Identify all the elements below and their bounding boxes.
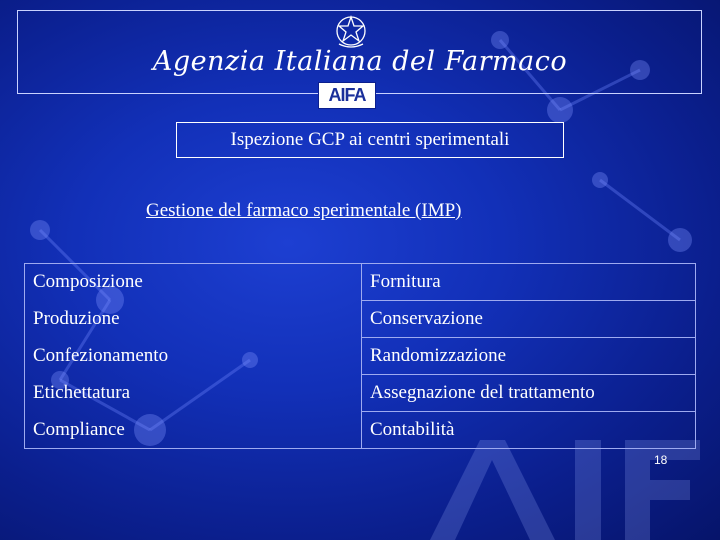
table-row: [25, 301, 696, 338]
emblem-icon: [334, 14, 368, 50]
table-cell-left: Etichettatura: [25, 375, 362, 412]
page-number: 18: [654, 453, 668, 467]
table-row: [25, 264, 696, 301]
table-cell-right: Contabilità: [362, 412, 696, 449]
table-cell-right: Randomizzazione: [362, 338, 696, 375]
section-title: Gestione del farmaco sperimentale (IMP): [146, 200, 462, 221]
aifa-logo: AIFA: [318, 82, 376, 109]
table-cell-left: Confezionamento: [25, 338, 362, 375]
table-row: [25, 375, 696, 412]
agency-name: Agenzia Italiana del Farmaco: [152, 46, 568, 77]
table-cell-left: Produzione: [25, 301, 362, 338]
table-cell-left: Composizione: [25, 264, 362, 301]
table-cell-right: Conservazione: [362, 301, 696, 338]
subtitle-box: Ispezione GCP ai centri sperimentali: [176, 122, 564, 158]
table-cell-left: Compliance: [25, 412, 362, 449]
table-row: [25, 412, 696, 449]
content-table: [24, 263, 696, 449]
table-row: [25, 338, 696, 375]
table-cell-right: Fornitura: [362, 264, 696, 301]
table-cell-right: Assegnazione del trattamento: [362, 375, 696, 412]
